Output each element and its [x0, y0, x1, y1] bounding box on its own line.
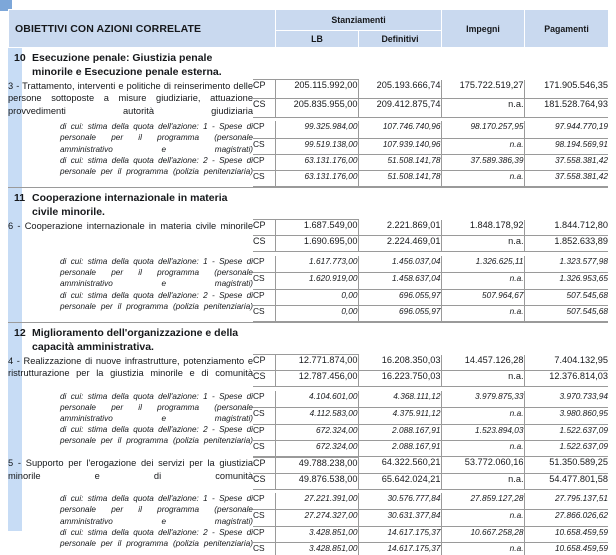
action-table — [8, 79, 608, 187]
table-row — [8, 355, 608, 371]
table-row — [8, 493, 608, 510]
header-col-pagamenti: Pagamenti — [525, 10, 609, 48]
table-row — [8, 121, 608, 138]
cs-marker: CS — [253, 473, 275, 489]
value-cell: 696.055,97 — [358, 290, 441, 306]
value-cell: 507.545,68 — [524, 290, 608, 306]
cp-marker: CP — [253, 80, 275, 99]
value-cell: n.a. — [441, 171, 524, 187]
value-cell: 14.617.175,37 — [358, 543, 441, 555]
value-cell: 54.477.801,58 — [524, 473, 608, 489]
value-cell: 1.456.037,04 — [358, 256, 441, 273]
cp-marker: CP — [253, 527, 275, 543]
value-cell: n.a. — [441, 98, 524, 117]
value-cell: 27.866.026,62 — [524, 510, 608, 527]
value-cell: 1.687.549,00 — [275, 220, 358, 236]
value-cell: 63.131.176,00 — [275, 171, 358, 187]
header-col-definitivi: Definitivi — [359, 31, 442, 48]
page-title: OBIETTIVI CON AZIONI CORRELATE — [9, 10, 276, 48]
value-cell: 4.375.911,12 — [358, 407, 441, 424]
table-row — [8, 220, 608, 236]
cp-marker: CP — [253, 220, 275, 236]
value-cell: 10.658.459,59 — [524, 527, 608, 543]
header-col-impegni: Impegni — [442, 10, 525, 48]
subaction-label: di cui: stima della quota dell'azione: 1 - Spese di personale per il programma (personale amministrativo e magistrati) — [60, 122, 253, 154]
cs-marker: CS — [253, 371, 275, 387]
header-group-stanziamenti: Stanziamenti — [276, 10, 442, 31]
cs-marker: CS — [253, 306, 275, 322]
value-cell: 27.795.137,51 — [524, 493, 608, 510]
value-cell: 0,00 — [275, 306, 358, 322]
value-cell: n.a. — [441, 371, 524, 387]
value-cell: 205.115.992,00 — [275, 80, 358, 99]
value-cell: 1.617.773,00 — [275, 256, 358, 273]
cp-marker: CP — [253, 290, 275, 306]
value-cell: 3.970.733,94 — [524, 391, 608, 408]
value-cell: 209.412.875,74 — [358, 98, 441, 117]
value-cell: n.a. — [441, 440, 524, 456]
value-cell: 4.104.601,00 — [275, 391, 358, 408]
cs-marker: CS — [253, 138, 275, 155]
value-cell: 98.194.569,91 — [524, 138, 608, 155]
subaction-label: di cui: stima della quota dell'azione: 2 - Spese di personale per il programma (polizia penitenziaria) — [60, 290, 253, 311]
subaction-label: di cui: stima della quota dell'azione: 2 - Spese di personale per il programma (polizia penitenziaria) — [60, 425, 253, 446]
cs-marker: CS — [253, 171, 275, 187]
value-cell: 53.772.060,16 — [441, 457, 524, 473]
value-cell: 14.617.175,37 — [358, 527, 441, 543]
action-label: 5 - Supporto per l'erogazione dei servizi per la giustizia minorile e di comunità — [8, 458, 253, 481]
value-cell: 0,00 — [275, 290, 358, 306]
cs-marker: CS — [253, 407, 275, 424]
action-label: 3 - Trattamento, interventi e politiche di reinserimento delle persone sottoposte a misure giudiziarie, attuazione provvedimenti autorità giudiziaria — [8, 80, 253, 116]
value-cell: 65.642.024,21 — [358, 473, 441, 489]
value-cell: 1.523.894,03 — [441, 424, 524, 440]
value-cell: 2.088.167,91 — [358, 424, 441, 440]
value-cell: 107.939.140,96 — [358, 138, 441, 155]
table-body — [8, 48, 608, 555]
value-cell: 1.620.919,00 — [275, 273, 358, 290]
value-cell: 14.457.126,28 — [441, 355, 524, 371]
action-table — [8, 219, 608, 322]
value-cell: 1.522.637,09 — [524, 424, 608, 440]
value-cell: 16.208.350,03 — [358, 355, 441, 371]
value-cell: 7.404.132,95 — [524, 355, 608, 371]
value-cell: 2.088.167,91 — [358, 440, 441, 456]
value-cell: n.a. — [441, 543, 524, 555]
value-cell: 63.131.176,00 — [275, 155, 358, 171]
section-number: 10 — [14, 52, 26, 64]
value-cell: n.a. — [441, 138, 524, 155]
cp-marker: CP — [253, 121, 275, 138]
cs-marker: CS — [253, 273, 275, 290]
value-cell: 1.458.637,04 — [358, 273, 441, 290]
table-row — [8, 457, 608, 473]
value-cell: 672.324,00 — [275, 440, 358, 456]
value-cell: n.a. — [441, 306, 524, 322]
table-row — [8, 256, 608, 273]
value-cell: 16.223.750,03 — [358, 371, 441, 387]
section-number: 12 — [14, 327, 26, 339]
value-cell: 107.746.740,96 — [358, 121, 441, 138]
value-cell: 507.545,68 — [524, 306, 608, 322]
value-cell: 99.325.984,00 — [275, 121, 358, 138]
action-label: 4 - Realizzazione di nuove infrastrutture, potenziamento e ristrutturazione per la giustizia minorile e di comunità — [8, 355, 253, 379]
value-cell: 98.170.257,95 — [441, 121, 524, 138]
value-cell: 181.528.764,93 — [524, 98, 608, 117]
value-cell: 1.852.633,89 — [524, 236, 608, 252]
value-cell: 49.788.238,00 — [275, 457, 358, 473]
value-cell: 3.428.851,00 — [275, 527, 358, 543]
value-cell: 30.576.777,84 — [358, 493, 441, 510]
objective-section — [8, 322, 608, 555]
section-header — [8, 48, 608, 79]
value-cell: 205.835.955,00 — [275, 98, 358, 117]
value-cell: n.a. — [441, 236, 524, 252]
table-row — [8, 424, 608, 440]
subaction-label: di cui: stima della quota dell'azione: 2 - Spese di personale per il programma (polizia penitenziaria) — [60, 527, 253, 548]
value-cell: 12.787.456,00 — [275, 371, 358, 387]
cp-marker: CP — [253, 424, 275, 440]
cs-marker: CS — [253, 543, 275, 555]
value-cell: 51.508.141,78 — [358, 155, 441, 171]
value-cell: n.a. — [441, 273, 524, 290]
table-row — [8, 155, 608, 171]
table-sheet — [8, 9, 608, 555]
cp-marker: CP — [253, 493, 275, 510]
cp-marker: CP — [253, 355, 275, 371]
value-cell: 30.631.377,84 — [358, 510, 441, 527]
value-cell: 1.848.178,92 — [441, 220, 524, 236]
cp-marker: CP — [253, 155, 275, 171]
value-cell: 37.589.386,39 — [441, 155, 524, 171]
value-cell: 37.558.381,42 — [524, 155, 608, 171]
value-cell: 2.224.469,01 — [358, 236, 441, 252]
value-cell: 99.519.138,00 — [275, 138, 358, 155]
value-cell: 12.771.874,00 — [275, 355, 358, 371]
value-cell: 12.376.814,03 — [524, 371, 608, 387]
action-label: 6 - Cooperazione internazionale in materia civile minorile — [8, 220, 253, 231]
value-cell: 27.274.327,00 — [275, 510, 358, 527]
section-title: Miglioramento dell'organizzazione e della capacità amministrativa. — [32, 327, 239, 353]
value-cell: 1.522.637,09 — [524, 440, 608, 456]
value-cell: 2.221.869,01 — [358, 220, 441, 236]
value-cell: 1.844.712,80 — [524, 220, 608, 236]
value-cell: 27.859.127,28 — [441, 493, 524, 510]
subaction-label: di cui: stima della quota dell'azione: 1 - Spese di personale per il programma (personale amministrativo e magistrati) — [60, 494, 253, 526]
cp-marker: CP — [253, 457, 275, 473]
value-cell: 1.690.695,00 — [275, 236, 358, 252]
value-cell: 171.905.546,35 — [524, 80, 608, 99]
value-cell: 51.350.589,25 — [524, 457, 608, 473]
cs-marker: CS — [253, 98, 275, 117]
value-cell: 51.508.141,78 — [358, 171, 441, 187]
section-title: Cooperazione internazionale in materia civile minorile. — [32, 192, 228, 219]
value-cell: 27.221.391,00 — [275, 493, 358, 510]
value-cell: 1.326.953,65 — [524, 273, 608, 290]
value-cell: 1.326.625,11 — [441, 256, 524, 273]
subaction-label: di cui: stima della quota dell'azione: 1 - Spese di personale per il programma (personale amministrativo e magistrati) — [60, 391, 253, 423]
value-cell: n.a. — [441, 473, 524, 489]
value-cell: 49.876.538,00 — [275, 473, 358, 489]
table-row — [8, 290, 608, 306]
value-cell: 97.944.770,19 — [524, 121, 608, 138]
value-cell: 175.722.519,27 — [441, 80, 524, 99]
value-cell: 37.558.381,42 — [524, 171, 608, 187]
subaction-label: di cui: stima della quota dell'azione: 1 - Spese di personale per il programma (personale amministrativo e magistrati) — [60, 256, 253, 289]
section-title: Esecuzione penale: Giustizia penale minorile e Esecuzione penale esterna. — [32, 52, 222, 78]
cp-marker: CP — [253, 391, 275, 408]
action-table — [8, 457, 608, 555]
value-cell: 696.055,97 — [358, 306, 441, 322]
cs-marker: CS — [253, 510, 275, 527]
table-row — [8, 80, 608, 99]
value-cell: 3.980.860,95 — [524, 407, 608, 424]
value-cell: n.a. — [441, 510, 524, 527]
value-cell: 64.322.560,21 — [358, 457, 441, 473]
action-table — [8, 354, 608, 457]
section-number: 11 — [14, 192, 26, 205]
value-cell: 10.658.459,59 — [524, 543, 608, 555]
value-cell: 3.979.875,33 — [441, 391, 524, 408]
value-cell: 4.112.583,00 — [275, 407, 358, 424]
subaction-label: di cui: stima della quota dell'azione: 2 - Spese di personale per il programma (polizia penitenziaria) — [60, 155, 253, 177]
objective-section — [8, 48, 608, 187]
objective-section — [8, 187, 608, 322]
table-row — [8, 391, 608, 408]
value-cell: 3.428.851,00 — [275, 543, 358, 555]
table-row — [8, 527, 608, 543]
value-cell: 205.193.666,74 — [358, 80, 441, 99]
value-cell: 4.368.111,12 — [358, 391, 441, 408]
cs-marker: CS — [253, 236, 275, 252]
cs-marker: CS — [253, 440, 275, 456]
value-cell: 10.667.258,28 — [441, 527, 524, 543]
value-cell: n.a. — [441, 407, 524, 424]
header-row-top — [9, 10, 609, 31]
section-header — [8, 188, 608, 219]
cp-marker: CP — [253, 256, 275, 273]
value-cell: 1.323.577,98 — [524, 256, 608, 273]
value-cell: 672.324,00 — [275, 424, 358, 440]
value-cell: 507.964,67 — [441, 290, 524, 306]
header-col-lb: LB — [276, 31, 359, 48]
table-header — [8, 9, 609, 48]
section-header — [8, 323, 608, 354]
